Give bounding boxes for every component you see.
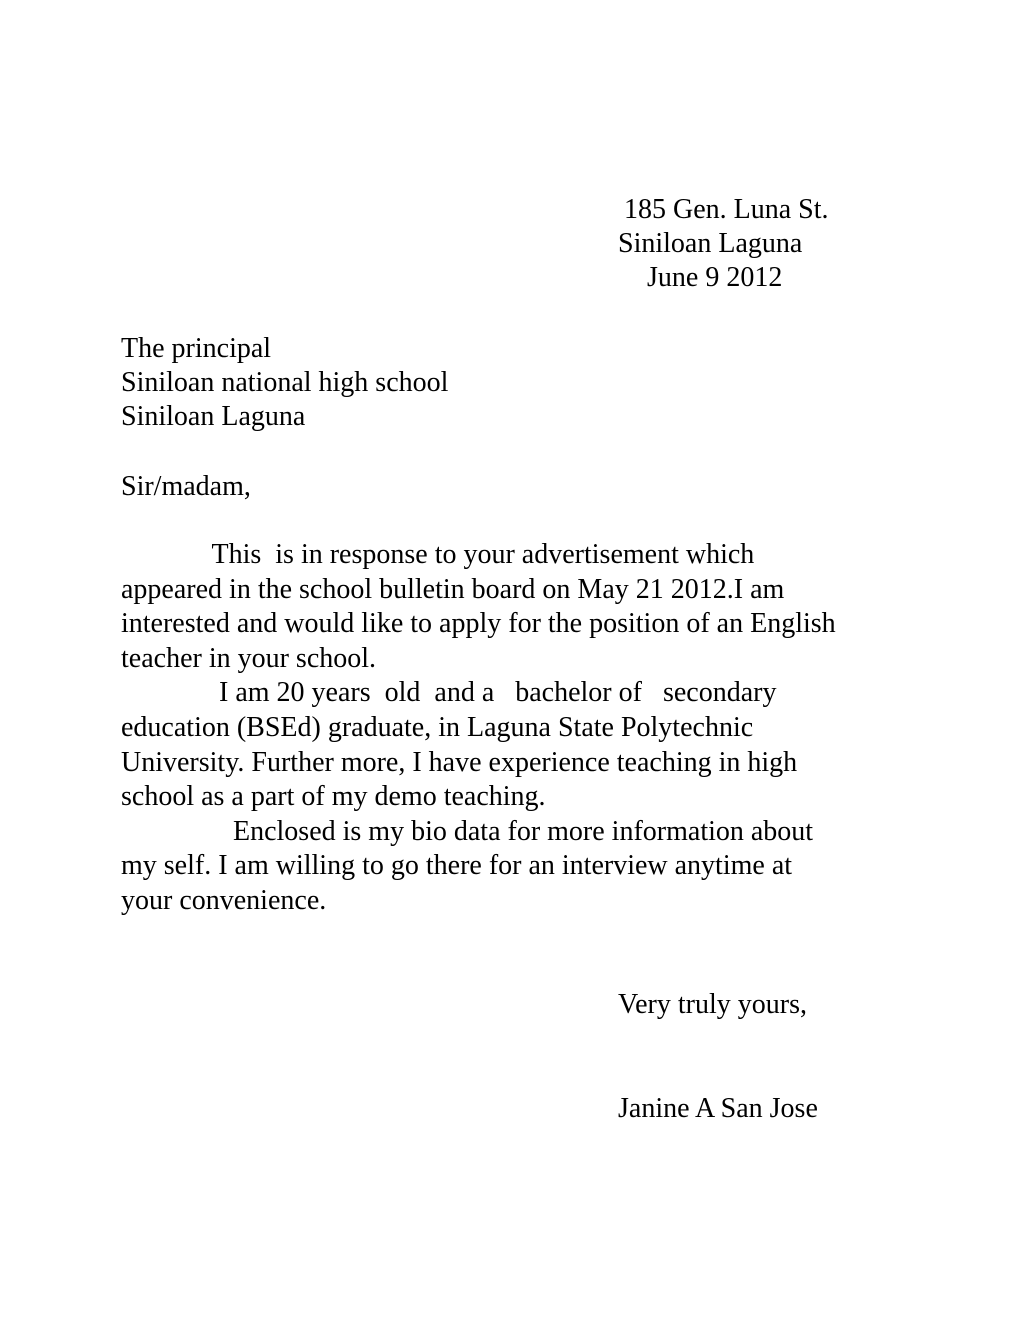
- paragraph-3: [121, 815, 901, 919]
- letter-date: June 9 2012: [647, 262, 783, 293]
- recipient-city: Siniloan Laguna: [121, 401, 306, 432]
- sender-city: Siniloan Laguna: [618, 228, 803, 259]
- signature-name: Janine A San Jose: [618, 1093, 818, 1124]
- salutation: Sir/madam,: [121, 471, 251, 502]
- recipient-school: Siniloan national high school: [121, 367, 449, 398]
- letter-body: [121, 538, 901, 919]
- body-line: I am 20 years old and a bachelor of secondary: [121, 677, 777, 709]
- body-line: my self. I am willing to go there for an interview anytime at: [121, 850, 793, 882]
- paragraph-1: [121, 538, 901, 676]
- closing: Very truly yours,: [618, 989, 807, 1020]
- paragraph-2: [121, 676, 901, 814]
- body-line: education (BSEd) graduate, in Laguna State Polytechnic: [121, 711, 754, 743]
- body-line: University. Further more, I have experience teaching in high: [121, 746, 798, 778]
- sender-street: 185 Gen. Luna St.: [624, 194, 829, 225]
- body-line: teacher in your school.: [121, 642, 377, 674]
- body-line: This is in response to your advertisement which: [121, 539, 755, 570]
- body-line: Enclosed is my bio data for more information about: [121, 815, 814, 847]
- body-line: your convenience.: [121, 884, 327, 916]
- body-line: interested and would like to apply for the position of an English: [121, 608, 836, 640]
- recipient-title: The principal: [121, 333, 272, 364]
- body-line: appeared in the school bulletin board on May 21 2012.I am: [121, 573, 785, 605]
- body-line: school as a part of my demo teaching.: [121, 781, 546, 813]
